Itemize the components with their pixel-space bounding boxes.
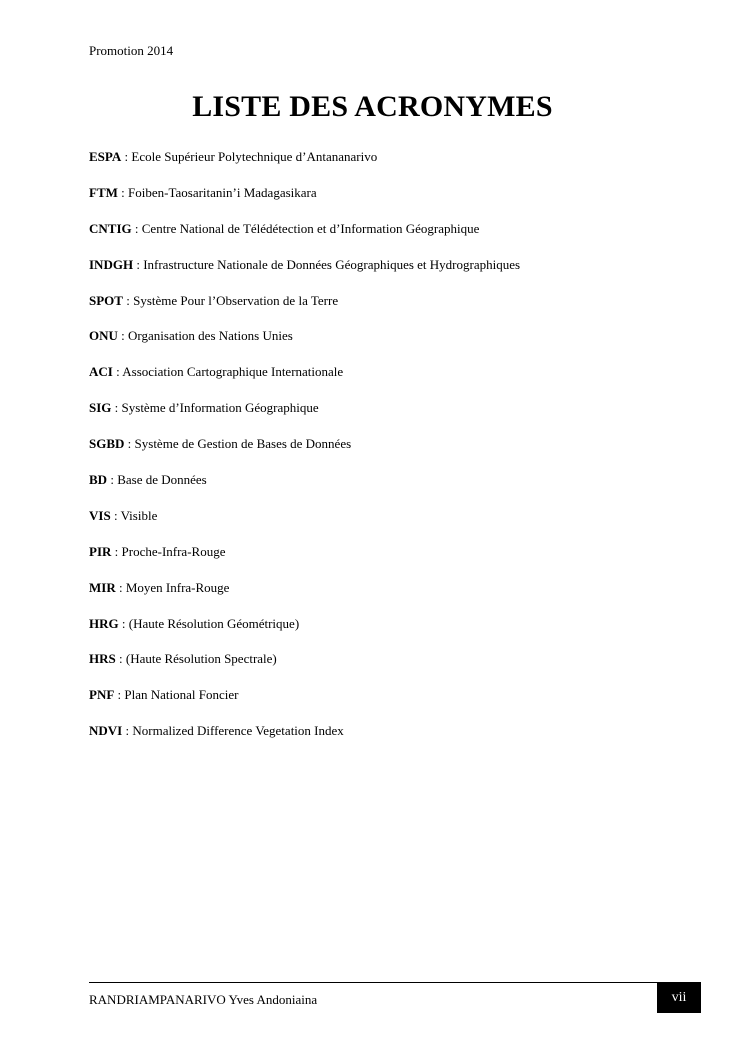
acronym-definition: (Haute Résolution Spectrale) [125, 651, 277, 667]
acronym-item [89, 148, 689, 184]
acronym-definition: Association Cartographique Internationale [122, 364, 344, 380]
page-header: Promotion 2014 [89, 43, 174, 58]
acronym-code: HRS [89, 651, 116, 667]
acronym-definition: Normalized Difference Vegetation Index [132, 723, 344, 739]
acronym-definition: Plan National Foncier [124, 687, 239, 703]
acronym-separator: : [117, 328, 129, 344]
footer-divider [89, 982, 657, 983]
acronym-separator: : [110, 507, 121, 523]
acronym-list [89, 148, 689, 758]
acronym-item [89, 615, 689, 651]
acronym-code: PIR [89, 543, 112, 559]
acronym-code: NDVI [89, 723, 123, 739]
acronym-definition: Organisation des Nations Unies [128, 328, 293, 344]
acronym-definition: Proche-Infra-Rouge [121, 543, 226, 559]
acronym-item [89, 507, 689, 543]
acronym-definition: Visible [120, 507, 158, 523]
acronym-code: ONU [89, 328, 118, 344]
acronym-definition: Foiben-Taosaritanin’i Madagasikara [128, 184, 317, 200]
acronym-code: ESPA [89, 149, 122, 164]
acronym-definition: (Haute Résolution Géométrique) [128, 615, 300, 631]
acronym-item [89, 471, 689, 507]
acronym-separator: : [115, 651, 126, 667]
acronym-item [89, 399, 689, 435]
acronym-code: VIS [89, 507, 111, 523]
acronym-code: SGBD [89, 436, 125, 452]
acronym-code: HRG [89, 615, 119, 631]
acronym-separator: : [131, 220, 142, 236]
acronym-item [89, 256, 689, 292]
acronym-definition: Ecole Supérieur Polytechnique d’Antananarivo [131, 149, 378, 164]
acronym-code: ACI [89, 364, 113, 380]
acronym-item [89, 686, 689, 722]
acronym-separator: : [112, 364, 123, 380]
acronym-code: SPOT [89, 292, 123, 308]
acronym-code: FTM [89, 184, 118, 200]
acronym-definition: Système d’Information Géographique [121, 400, 319, 416]
acronym-separator: : [122, 292, 134, 308]
acronym-item [89, 650, 689, 686]
acronym-item [89, 722, 689, 758]
acronym-item [89, 184, 689, 220]
acronym-item [89, 435, 689, 471]
acronym-definition: Base de Données [117, 472, 207, 488]
footer-author: RANDRIAMPANARIVO Yves Andoniaina [89, 992, 318, 1007]
acronym-item [89, 543, 689, 579]
acronym-separator: : [117, 184, 129, 200]
acronym-definition: Moyen Infra-Rouge [125, 579, 230, 595]
acronym-code: PNF [89, 687, 115, 703]
acronym-separator: : [121, 149, 132, 164]
acronym-separator: : [114, 687, 125, 703]
acronym-item [89, 220, 689, 256]
acronym-code: SIG [89, 400, 112, 416]
acronym-separator: : [133, 256, 144, 272]
acronym-code: INDGH [89, 256, 134, 272]
acronym-separator: : [111, 543, 122, 559]
acronym-separator: : [111, 400, 122, 416]
acronym-code: BD [89, 472, 108, 488]
acronym-separator: : [118, 615, 129, 631]
page-number: vii [657, 982, 701, 1013]
acronym-definition: Système de Gestion de Bases de Données [134, 436, 352, 452]
acronym-separator: : [124, 436, 135, 452]
acronym-item [89, 327, 689, 363]
acronym-separator: : [122, 723, 133, 739]
acronym-item [89, 579, 689, 615]
acronym-separator: : [115, 579, 126, 595]
acronym-item [89, 363, 689, 399]
acronym-definition: Système Pour l’Observation de la Terre [133, 292, 339, 308]
acronym-definition: Centre National de Télédétection et d’Information Géographique [141, 220, 480, 236]
acronym-item [89, 292, 689, 328]
page-title: LISTE DES ACRONYMES [192, 90, 553, 123]
acronym-separator: : [107, 472, 118, 488]
acronym-code: MIR [89, 579, 116, 595]
acronym-definition: Infrastructure Nationale de Données Géographiques et Hydrographiques [143, 256, 521, 272]
acronym-code: CNTIG [89, 220, 132, 236]
